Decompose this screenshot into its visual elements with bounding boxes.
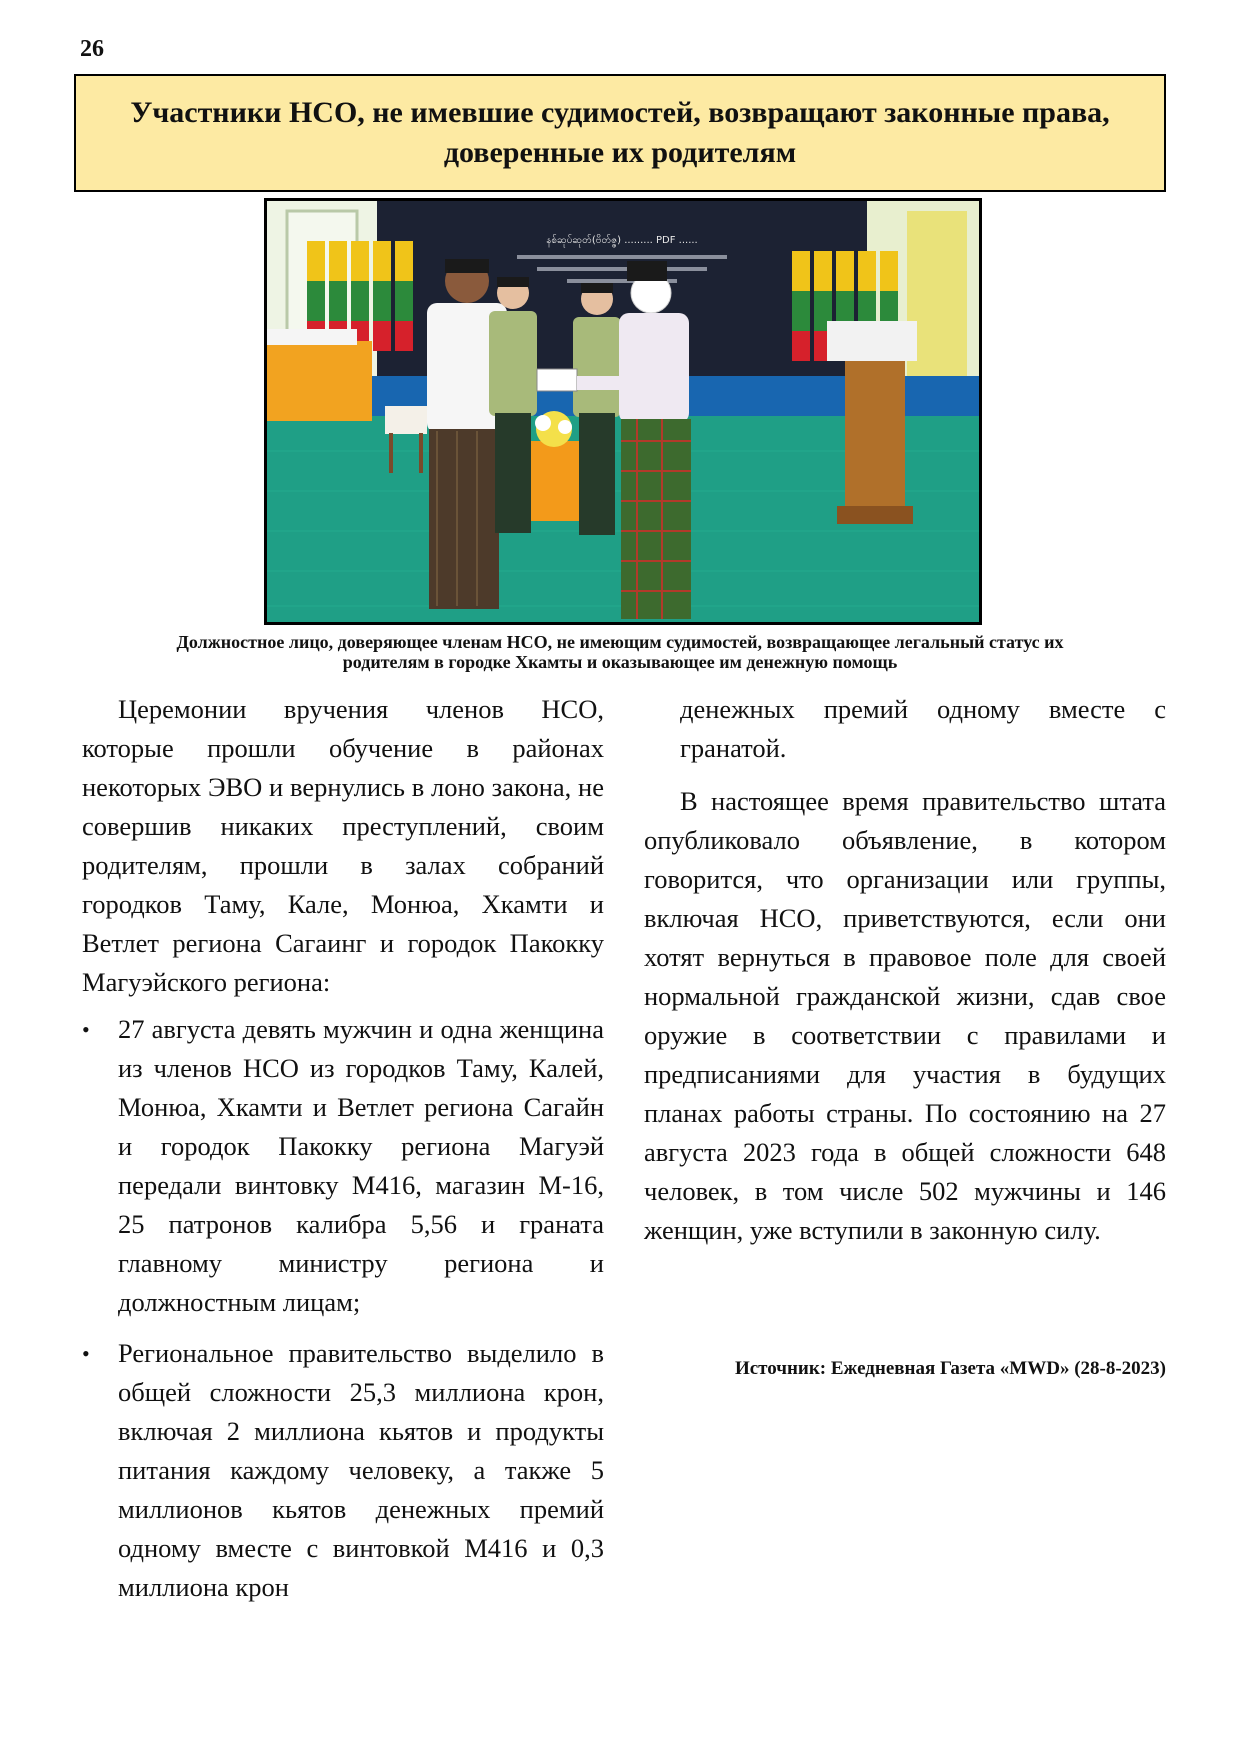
- article-title-line-1: Участники НСО, не имевшие судимостей, возвращают законные права,: [130, 96, 1110, 129]
- photo-caption-line-1: Должностное лицо, доверяющее членам НСО, не имеющим судимостей, возвращающее легальный статус их: [176, 632, 1064, 652]
- flower-stand: [529, 441, 579, 521]
- continuation-paragraph: денежных премий одному вместе с гранатой.: [680, 694, 1166, 763]
- envelope: [537, 369, 577, 391]
- page-number: 26: [80, 36, 104, 62]
- staff-figure-1: [489, 277, 537, 533]
- left-column: [82, 690, 604, 1619]
- article-title-line-2: доверенные их родителям: [443, 136, 797, 169]
- podium: [845, 361, 905, 511]
- staff-figure-2: [573, 283, 621, 535]
- source-credit: Источник: Ежедневная Газета «MWD» (28-8-2023): [734, 1358, 1166, 1379]
- ceremony-photo: [264, 198, 982, 625]
- photo-caption: [80, 632, 1160, 672]
- government-announcement-paragraph: В настоящее время правительство штата опубликовало объявление, в котором говорится, что организации или группы, включая НСО, приветствуются, если они хотят вернуться в правовое поле для своей нормальной гражданской жизни, сдав свое оружие в соответствии с правилами и предписаниями для участия в будущих планах работы страны. По состоянию на 27 августа 2023 года в общей сложности 648 человек, в том числе 502 мужчины и 146 женщин, уже вступили в законную силу.: [644, 786, 1166, 1245]
- event-list: [82, 1010, 604, 1607]
- list-item: • Региональное правительство выделило в общей сложности 25,3 миллиона крон, включая 2 миллиона кьятов и продукты питания каждому человеку, а также 5 миллионов кьятов денежных премий одному вместе с винтовкой M416 и 0,3 миллиона крон: [82, 1334, 604, 1607]
- list-item: • 27 августа девять мужчин и одна женщина из членов НСО из городков Таму, Калей, Монюа, Хкамти и Ветлет региона Сагайн и городок Пакокку региона Магуэй передали винтовку M416, магазин M-16, 25 патронов калибра 5,56 и граната главному министру региона и должностным лицам;: [82, 1010, 604, 1322]
- article-title: [74, 74, 1166, 192]
- photo-caption-line-2: родителям в городке Хкамты и оказывающее им денежную помощь: [342, 652, 898, 672]
- table-left: [267, 341, 372, 421]
- right-column: [644, 690, 1166, 1250]
- podium-lace: [827, 321, 917, 361]
- intro-paragraph: Церемонии вручения членов НСО, которые прошли обучение в районах некоторых ЭВО и вернулись в лоно закона, не совершив никаких преступлений, своим родителям, прошли в залах собраний городков Таму, Кале, Монюа, Хкамти и Ветлет региона Сагаинг и городок Пакокку Магуэйского региона:: [82, 694, 604, 997]
- backdrop-banner-text: နစ်ဆုပ်ဆုတ်(ဗိတ်ဇ္ဇ) ......... PDF ......: [546, 235, 698, 246]
